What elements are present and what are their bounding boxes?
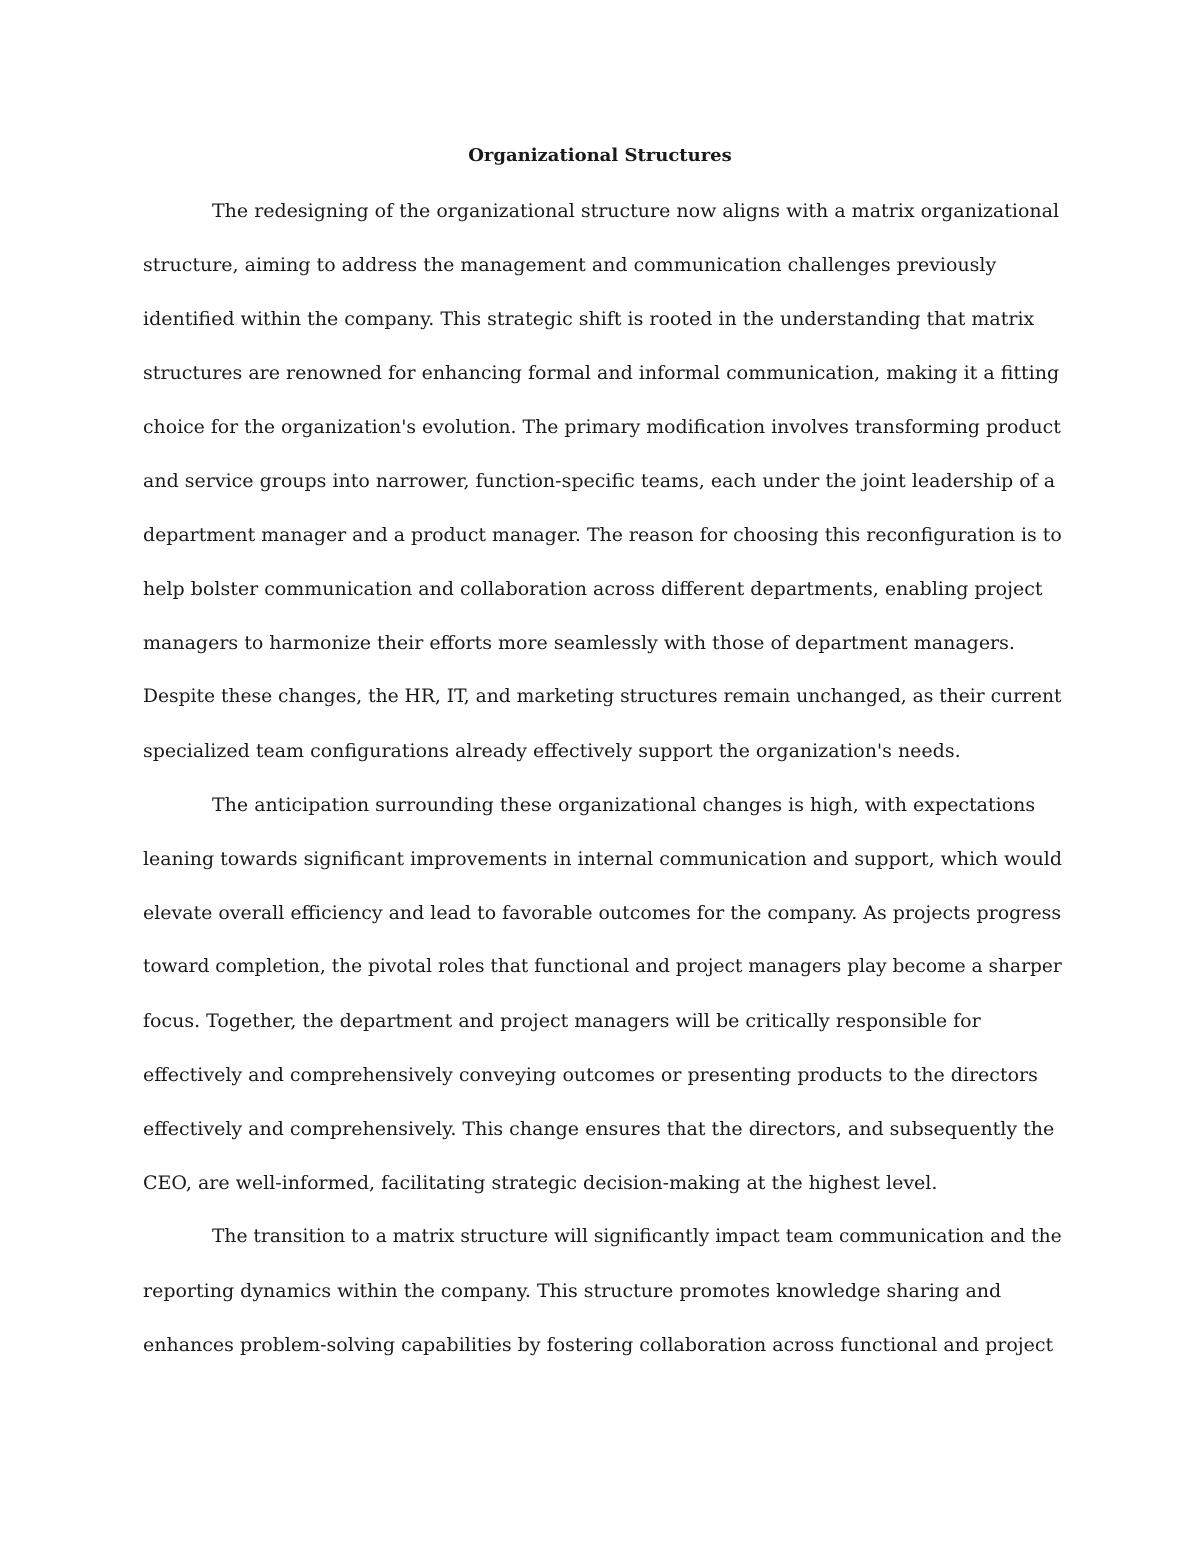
paragraph-2-line-3: elevate overall efficiency and lead to favorable outcomes for the company. As projects progress [143, 902, 1062, 924]
paragraph-2-line-7: effectively and comprehensively. This change ensures that the directors, and subsequently the [143, 1118, 1055, 1140]
paragraph-1-line-1: The redesigning of the organizational structure now aligns with a matrix organizational [212, 200, 1060, 222]
paragraph-1-line-6: and service groups into narrower, function-specific teams, each under the joint leadership of a [143, 470, 1056, 492]
paragraph-2-line-8: CEO, are well-informed, facilitating strategic decision-making at the highest level. [143, 1172, 938, 1194]
page-title: Organizational Structures [468, 145, 732, 166]
paragraph-1-line-2: structure, aiming to address the management and communication challenges previously [143, 254, 997, 276]
paragraph-1-line-10: Despite these changes, the HR, IT, and marketing structures remain unchanged, as their current [143, 686, 1062, 707]
paragraph-1-line-7: department manager and a product manager. The reason for choosing this reconfiguration is to [143, 524, 1062, 546]
paragraph-3-line-2: reporting dynamics within the company. This structure promotes knowledge sharing and [143, 1280, 1002, 1302]
paragraph-1-line-4: structures are renowned for enhancing formal and informal communication, making it a fitting [143, 362, 1060, 384]
paragraph-2-line-5: focus. Together, the department and project managers will be critically responsible for [143, 1010, 981, 1032]
paragraph-1-line-3: identified within the company. This strategic shift is rooted in the understanding that matrix [143, 308, 1035, 330]
paragraph-1-line-9: managers to harmonize their efforts more seamlessly with those of department managers. [143, 632, 1015, 654]
paragraph-2-line-4: toward completion, the pivotal roles that functional and project managers play become a sharper [143, 956, 1062, 977]
paragraph-3-line-3: enhances problem-solving capabilities by fostering collaboration across functional and project [143, 1334, 1054, 1356]
paragraph-2-line-2: leaning towards significant improvements in internal communication and support, which would [143, 848, 1062, 870]
paragraph-2-line-6: effectively and comprehensively conveying outcomes or presenting products to the directors [143, 1064, 1038, 1086]
paragraph-1-line-5: choice for the organization's evolution. The primary modification involves transforming product [143, 416, 1061, 438]
paragraph-3-line-1: The transition to a matrix structure will significantly impact team communication and the [212, 1226, 1062, 1247]
paragraph-1-line-8: help bolster communication and collaboration across different departments, enabling project [143, 578, 1043, 600]
paragraph-2-line-1: The anticipation surrounding these organizational changes is high, with expectations [212, 794, 1036, 816]
paragraph-1-line-11: specialized team configurations already effectively support the organization's needs. [143, 740, 961, 762]
